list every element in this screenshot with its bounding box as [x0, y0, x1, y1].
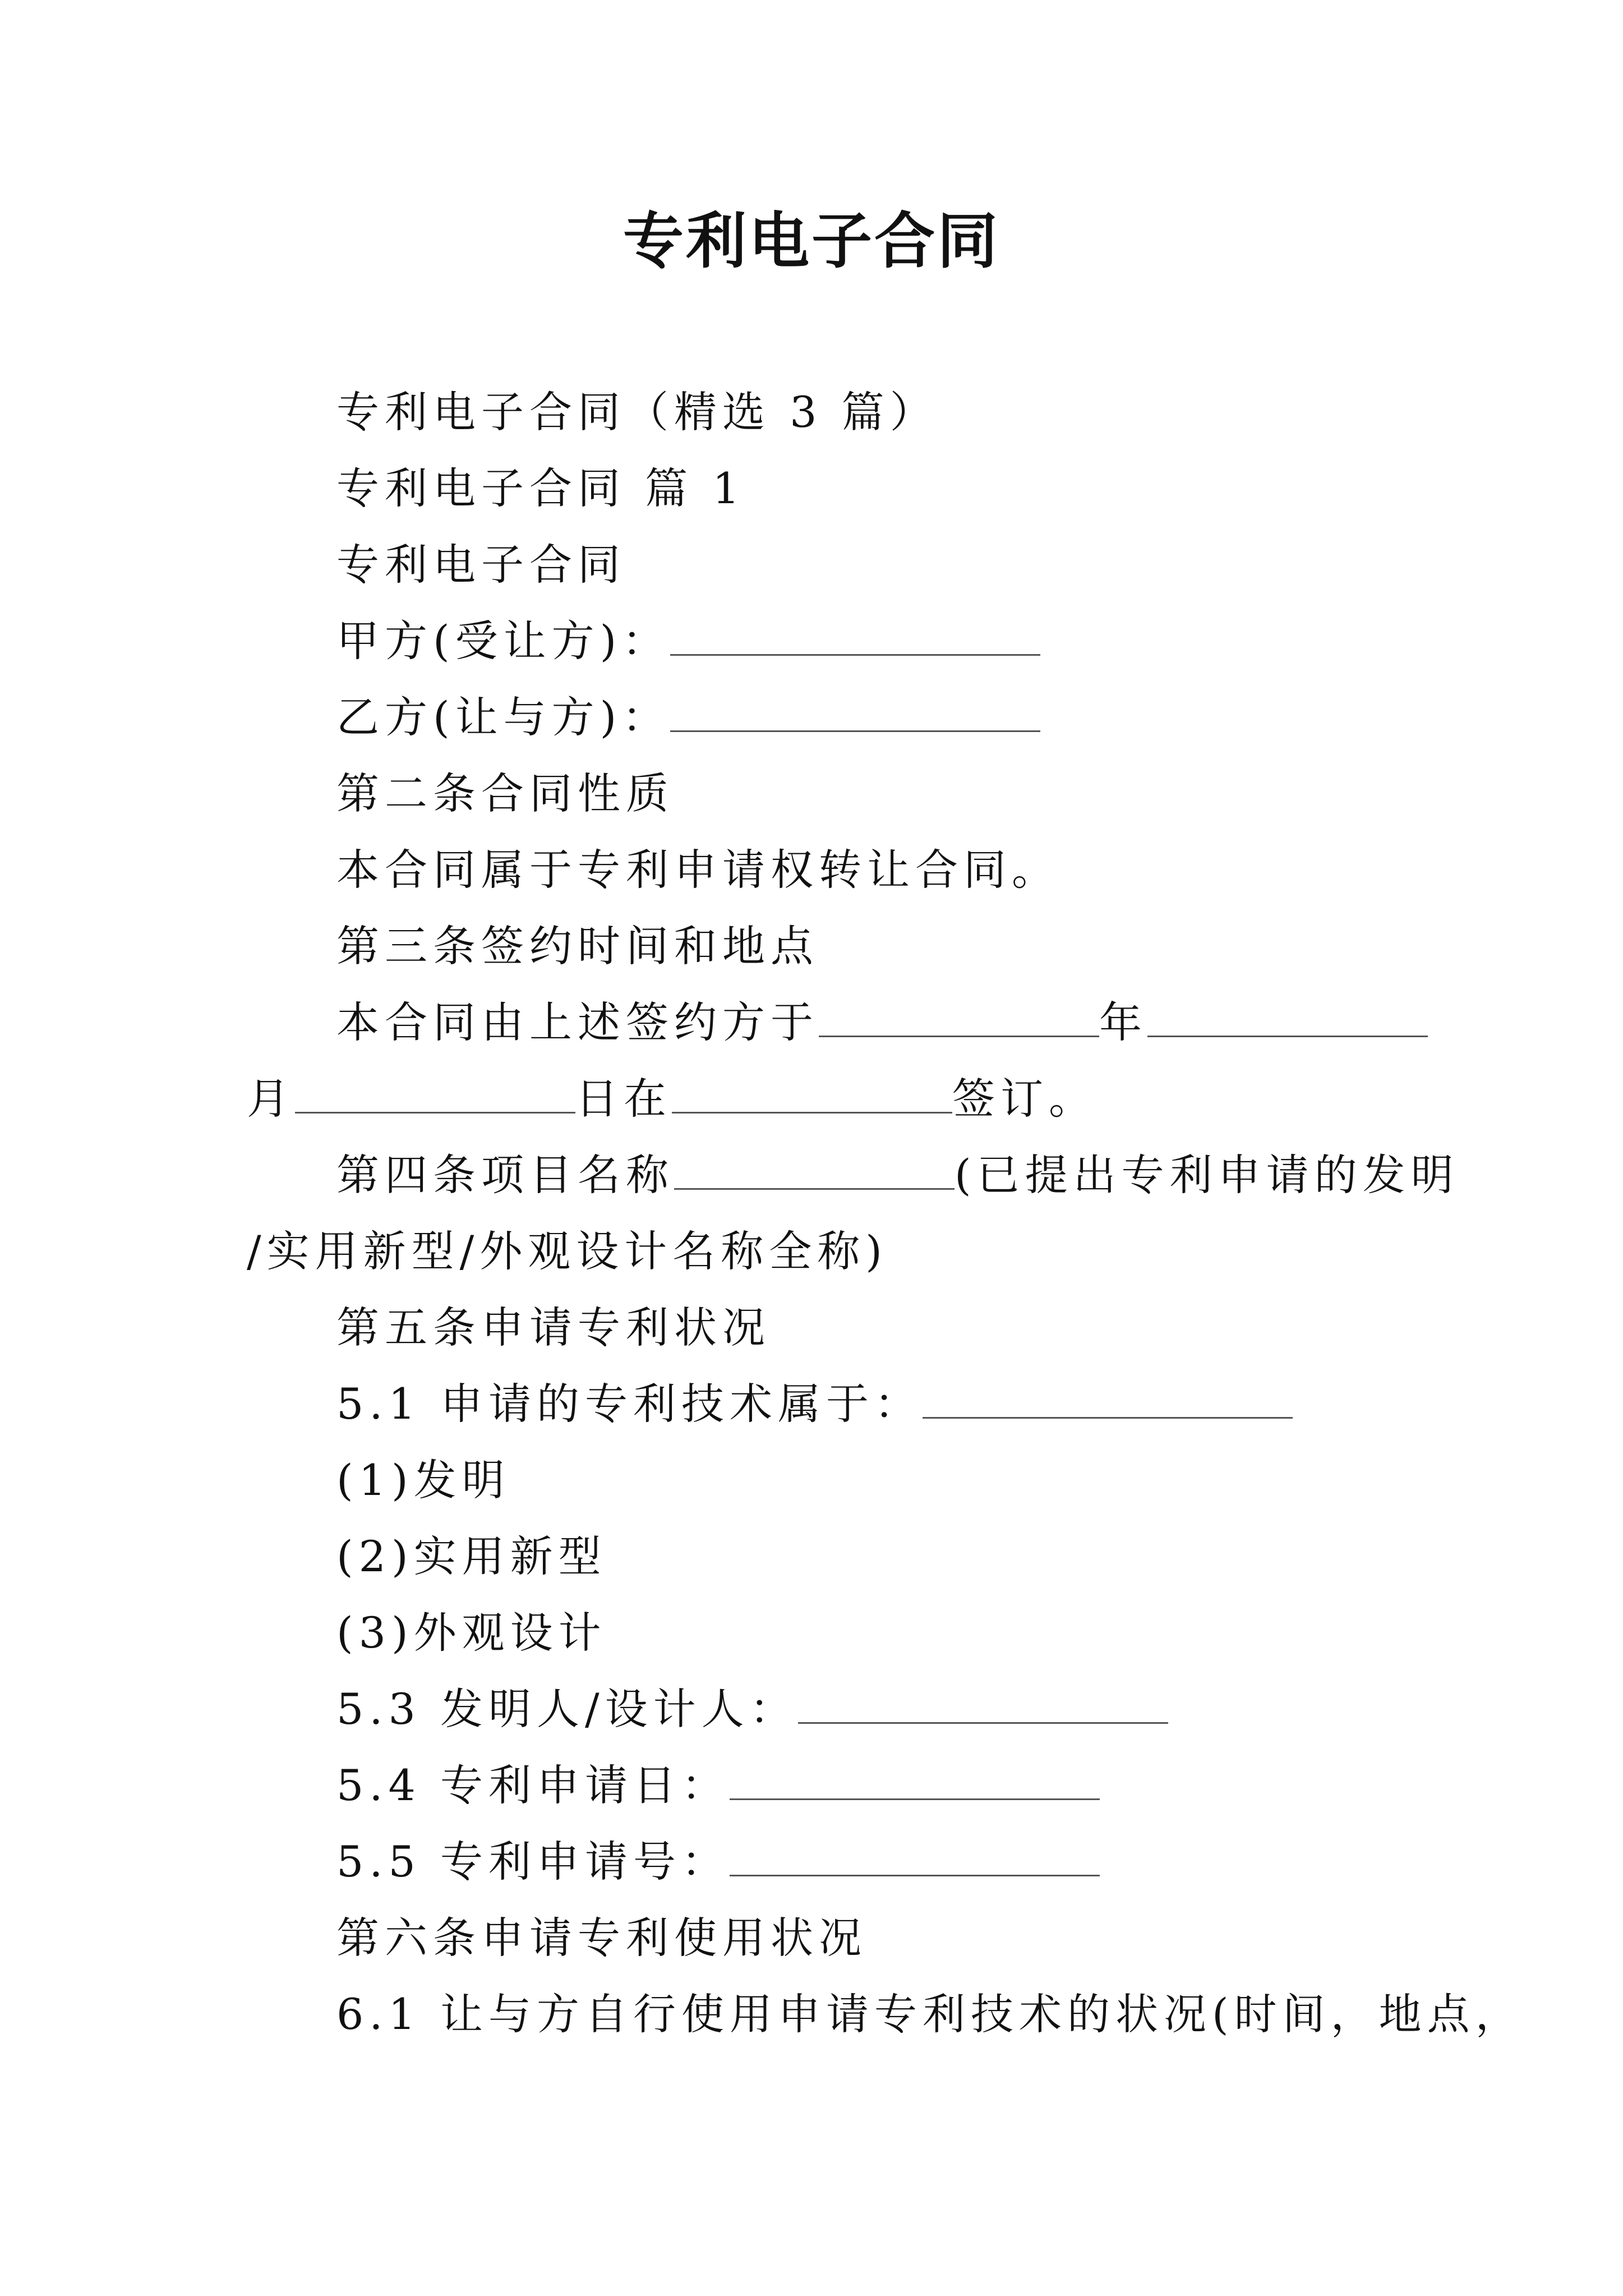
month-label: 月 [247, 1074, 295, 1124]
clause-5-3-label: 5.3 发明人/设计人： [336, 1684, 798, 1734]
party-b-blank[interactable] [670, 691, 1040, 732]
clause-5-4-label: 5.4 专利申请日： [336, 1760, 730, 1810]
clause-5-5-label: 5.5 专利申请号： [336, 1837, 730, 1887]
article-3-heading: 第三条签约时间和地点 [336, 921, 819, 971]
patent-type-blank[interactable] [923, 1378, 1293, 1419]
section-heading: 专利电子合同 篇 1 [336, 463, 745, 513]
option-design: (3)外观设计 [336, 1608, 607, 1658]
article-2-body: 本合同属于专利申请权转让合同。 [336, 845, 1060, 895]
application-number-blank[interactable] [730, 1835, 1100, 1876]
signed-label: 签订。 [952, 1074, 1097, 1124]
clause-5-1-line [336, 1373, 1293, 1435]
day-blank[interactable] [295, 1073, 575, 1114]
article-4-heading: 第四条项目名称 [336, 1150, 674, 1200]
year-label: 年 [1099, 997, 1147, 1047]
clause-5-5-line [336, 1831, 1100, 1893]
article-6-heading: 第六条申请专利使用状况 [336, 1913, 867, 1963]
article-5-heading: 第五条申请专利状况 [336, 1303, 771, 1352]
year-blank[interactable] [819, 996, 1099, 1037]
clause-5-4-line [336, 1755, 1100, 1816]
article-4-note: (已提出专利申请的发明 [955, 1150, 1459, 1200]
clause-6-1: 6.1 让与方自行使用申请专利技术的状况(时间，地点， [336, 1989, 1524, 2039]
option-utility-model: (2)实用新型 [336, 1531, 607, 1581]
article-4-line [336, 1144, 1459, 1206]
option-invention: (1)发明 [336, 1455, 510, 1505]
clause-5-3-line [336, 1678, 1168, 1740]
project-name-blank[interactable] [674, 1149, 955, 1190]
inventor-blank[interactable] [798, 1683, 1168, 1724]
clause-5-1-label: 5.1 申请的专利技术属于： [336, 1379, 923, 1429]
signing-place-line [247, 1068, 1097, 1130]
subtitle-line: 专利电子合同（精选 3 篇） [336, 387, 938, 437]
party-a-line [336, 610, 1040, 672]
contract-name: 专利电子合同 [336, 540, 626, 590]
signing-text: 本合同由上述签约方于 [336, 997, 819, 1047]
article-4-note-cont: /实用新型/外观设计名称全称) [247, 1226, 888, 1276]
signing-date-line [336, 992, 1428, 1053]
month-blank[interactable] [1147, 996, 1428, 1037]
day-label: 日在 [575, 1074, 672, 1124]
article-2-heading: 第二条合同性质 [336, 769, 674, 818]
party-b-label: 乙方(让与方)： [336, 692, 671, 742]
party-a-label: 甲方(受让方)： [336, 616, 671, 666]
party-a-blank[interactable] [670, 615, 1040, 656]
party-b-line [336, 687, 1040, 748]
document-title: 专利电子合同 [623, 206, 1000, 277]
filing-date-blank[interactable] [730, 1759, 1100, 1800]
place-blank[interactable] [672, 1073, 952, 1114]
